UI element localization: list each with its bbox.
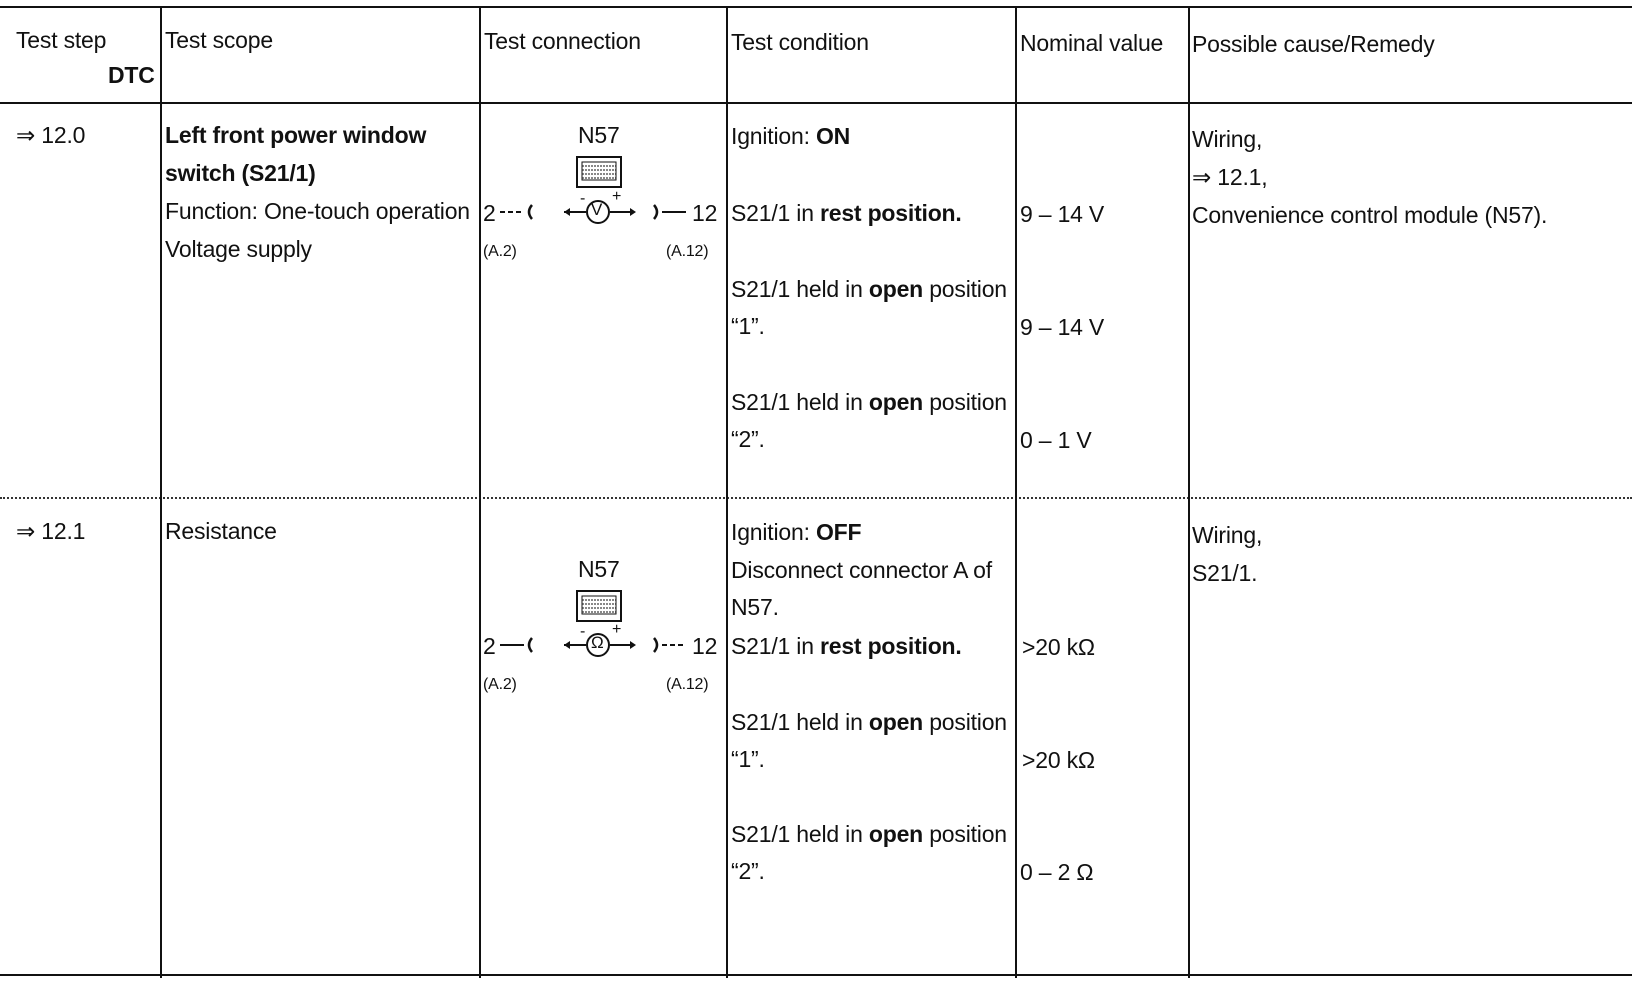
row1-cond-open1 [731, 276, 1007, 302]
row2-remedy-1: Wiring, [1192, 522, 1263, 548]
header-top-rule [0, 6, 1632, 8]
cond-text: S21/1 held in [731, 821, 869, 847]
row1-scope-voltage: Voltage supply [165, 236, 312, 262]
row1-cond-open1-line2: “1”. [731, 313, 765, 339]
cond-text: position [923, 389, 1007, 415]
row2-scope: Resistance [165, 518, 277, 544]
row-separator [0, 497, 1632, 499]
table-bottom-rule [0, 974, 1632, 976]
cond-text: S21/1 held in [731, 276, 869, 302]
row2-nominal-3: 0 – 2 Ω [1020, 859, 1094, 885]
row1-ref-right: (A.12) [666, 243, 709, 260]
cond-text: position [923, 276, 1007, 302]
cond-text: Ignition: [731, 519, 816, 545]
header-dtc: DTC [108, 62, 155, 88]
row2-ref-right: (A.12) [666, 676, 709, 693]
row2-cond-ignition [731, 519, 861, 545]
row1-scope-title: Left front power window [165, 122, 427, 148]
row2-remedy-2: S21/1. [1192, 560, 1258, 586]
row2-cond-open2 [731, 821, 1007, 847]
header-nominal-value: Nominal value [1020, 30, 1164, 56]
row1-scope-function: Function: One-touch operation [165, 198, 470, 224]
row1-step: ⇒ 12.0 [16, 122, 86, 148]
cond-bold: open [868, 389, 924, 415]
col-divider-5 [1188, 8, 1190, 978]
row1-remedy-2: ⇒ 12.1, [1192, 164, 1268, 190]
row1-remedy-3: Convenience control module (N57). [1192, 202, 1548, 228]
row2-ref-left: (A.2) [483, 676, 517, 693]
cond-bold: ON [815, 123, 851, 149]
header-remedy: Possible cause/Remedy [1192, 31, 1435, 57]
row2-cond-open1-line2: “1”. [731, 746, 765, 772]
module-icon [576, 590, 624, 622]
row1-pin-left: 2 [483, 200, 496, 226]
cond-bold: open [868, 709, 924, 735]
row1-module-label: N57 [578, 122, 620, 148]
header-bottom-rule [0, 102, 1632, 104]
row1-ref-left: (A.2) [483, 243, 517, 260]
cond-text: position [923, 709, 1007, 735]
header-test-condition: Test condition [731, 29, 869, 55]
meter-minus: - [580, 623, 586, 640]
row2-cond-open2-line2: “2”. [731, 858, 765, 884]
row1-remedy-1: Wiring, [1192, 126, 1263, 152]
cond-text: position [923, 821, 1007, 847]
row2-nominal-2: >20 kΩ [1022, 747, 1095, 773]
meter-symbol: V [591, 200, 603, 219]
col-divider-2 [479, 8, 481, 978]
col-divider-1 [160, 8, 162, 978]
row2-nominal-1: >20 kΩ [1022, 634, 1095, 660]
cond-bold: open [868, 276, 924, 302]
cond-text: S21/1 held in [731, 709, 869, 735]
row2-cond-disconnect: Disconnect connector A of [731, 557, 992, 583]
row2-cond-open1 [731, 709, 1007, 735]
cond-bold: OFF [815, 519, 862, 545]
row2-cond-disconnect-line2: N57. [731, 594, 779, 620]
row2-pin-left: 2 [483, 633, 496, 659]
cond-bold: rest position. [820, 633, 962, 659]
module-icon [576, 156, 624, 188]
row2-module-label: N57 [578, 556, 620, 582]
cond-bold: rest position. [820, 200, 962, 226]
row1-nominal-3: 0 – 1 V [1020, 427, 1092, 453]
cond-bold: open [868, 821, 924, 847]
col-divider-4 [1015, 8, 1017, 978]
meter-plus: + [612, 621, 622, 638]
connector-right-icon [650, 635, 690, 655]
row1-cond-open2-line2: “2”. [731, 426, 765, 452]
row2-step: ⇒ 12.1 [16, 518, 86, 544]
connector-left-icon [498, 635, 538, 655]
header-test-connection: Test connection [484, 28, 641, 54]
connector-right-icon [650, 202, 690, 222]
row1-nominal-2: 9 – 14 V [1020, 314, 1105, 340]
row1-scope-title-2: switch (S21/1) [165, 160, 316, 186]
row1-nominal-1: 9 – 14 V [1020, 201, 1105, 227]
cond-text: Ignition: [731, 123, 816, 149]
cond-text: S21/1 held in [731, 389, 869, 415]
row1-cond-open2 [731, 389, 1007, 415]
row1-pin-right: 12 [692, 200, 718, 226]
meter-plus: + [612, 188, 622, 205]
row1-cond-ignition [731, 123, 850, 149]
cond-text: S21/1 in [731, 200, 820, 226]
row1-cond-rest [731, 200, 962, 226]
row2-cond-rest [731, 633, 962, 659]
header-test-step: Test step [16, 27, 107, 53]
col-divider-3 [726, 8, 728, 978]
row2-pin-right: 12 [692, 633, 718, 659]
connector-left-icon [498, 202, 538, 222]
meter-symbol: Ω [591, 633, 604, 652]
meter-minus: - [580, 190, 586, 207]
cond-text: S21/1 in [731, 633, 820, 659]
header-test-scope: Test scope [165, 27, 273, 53]
